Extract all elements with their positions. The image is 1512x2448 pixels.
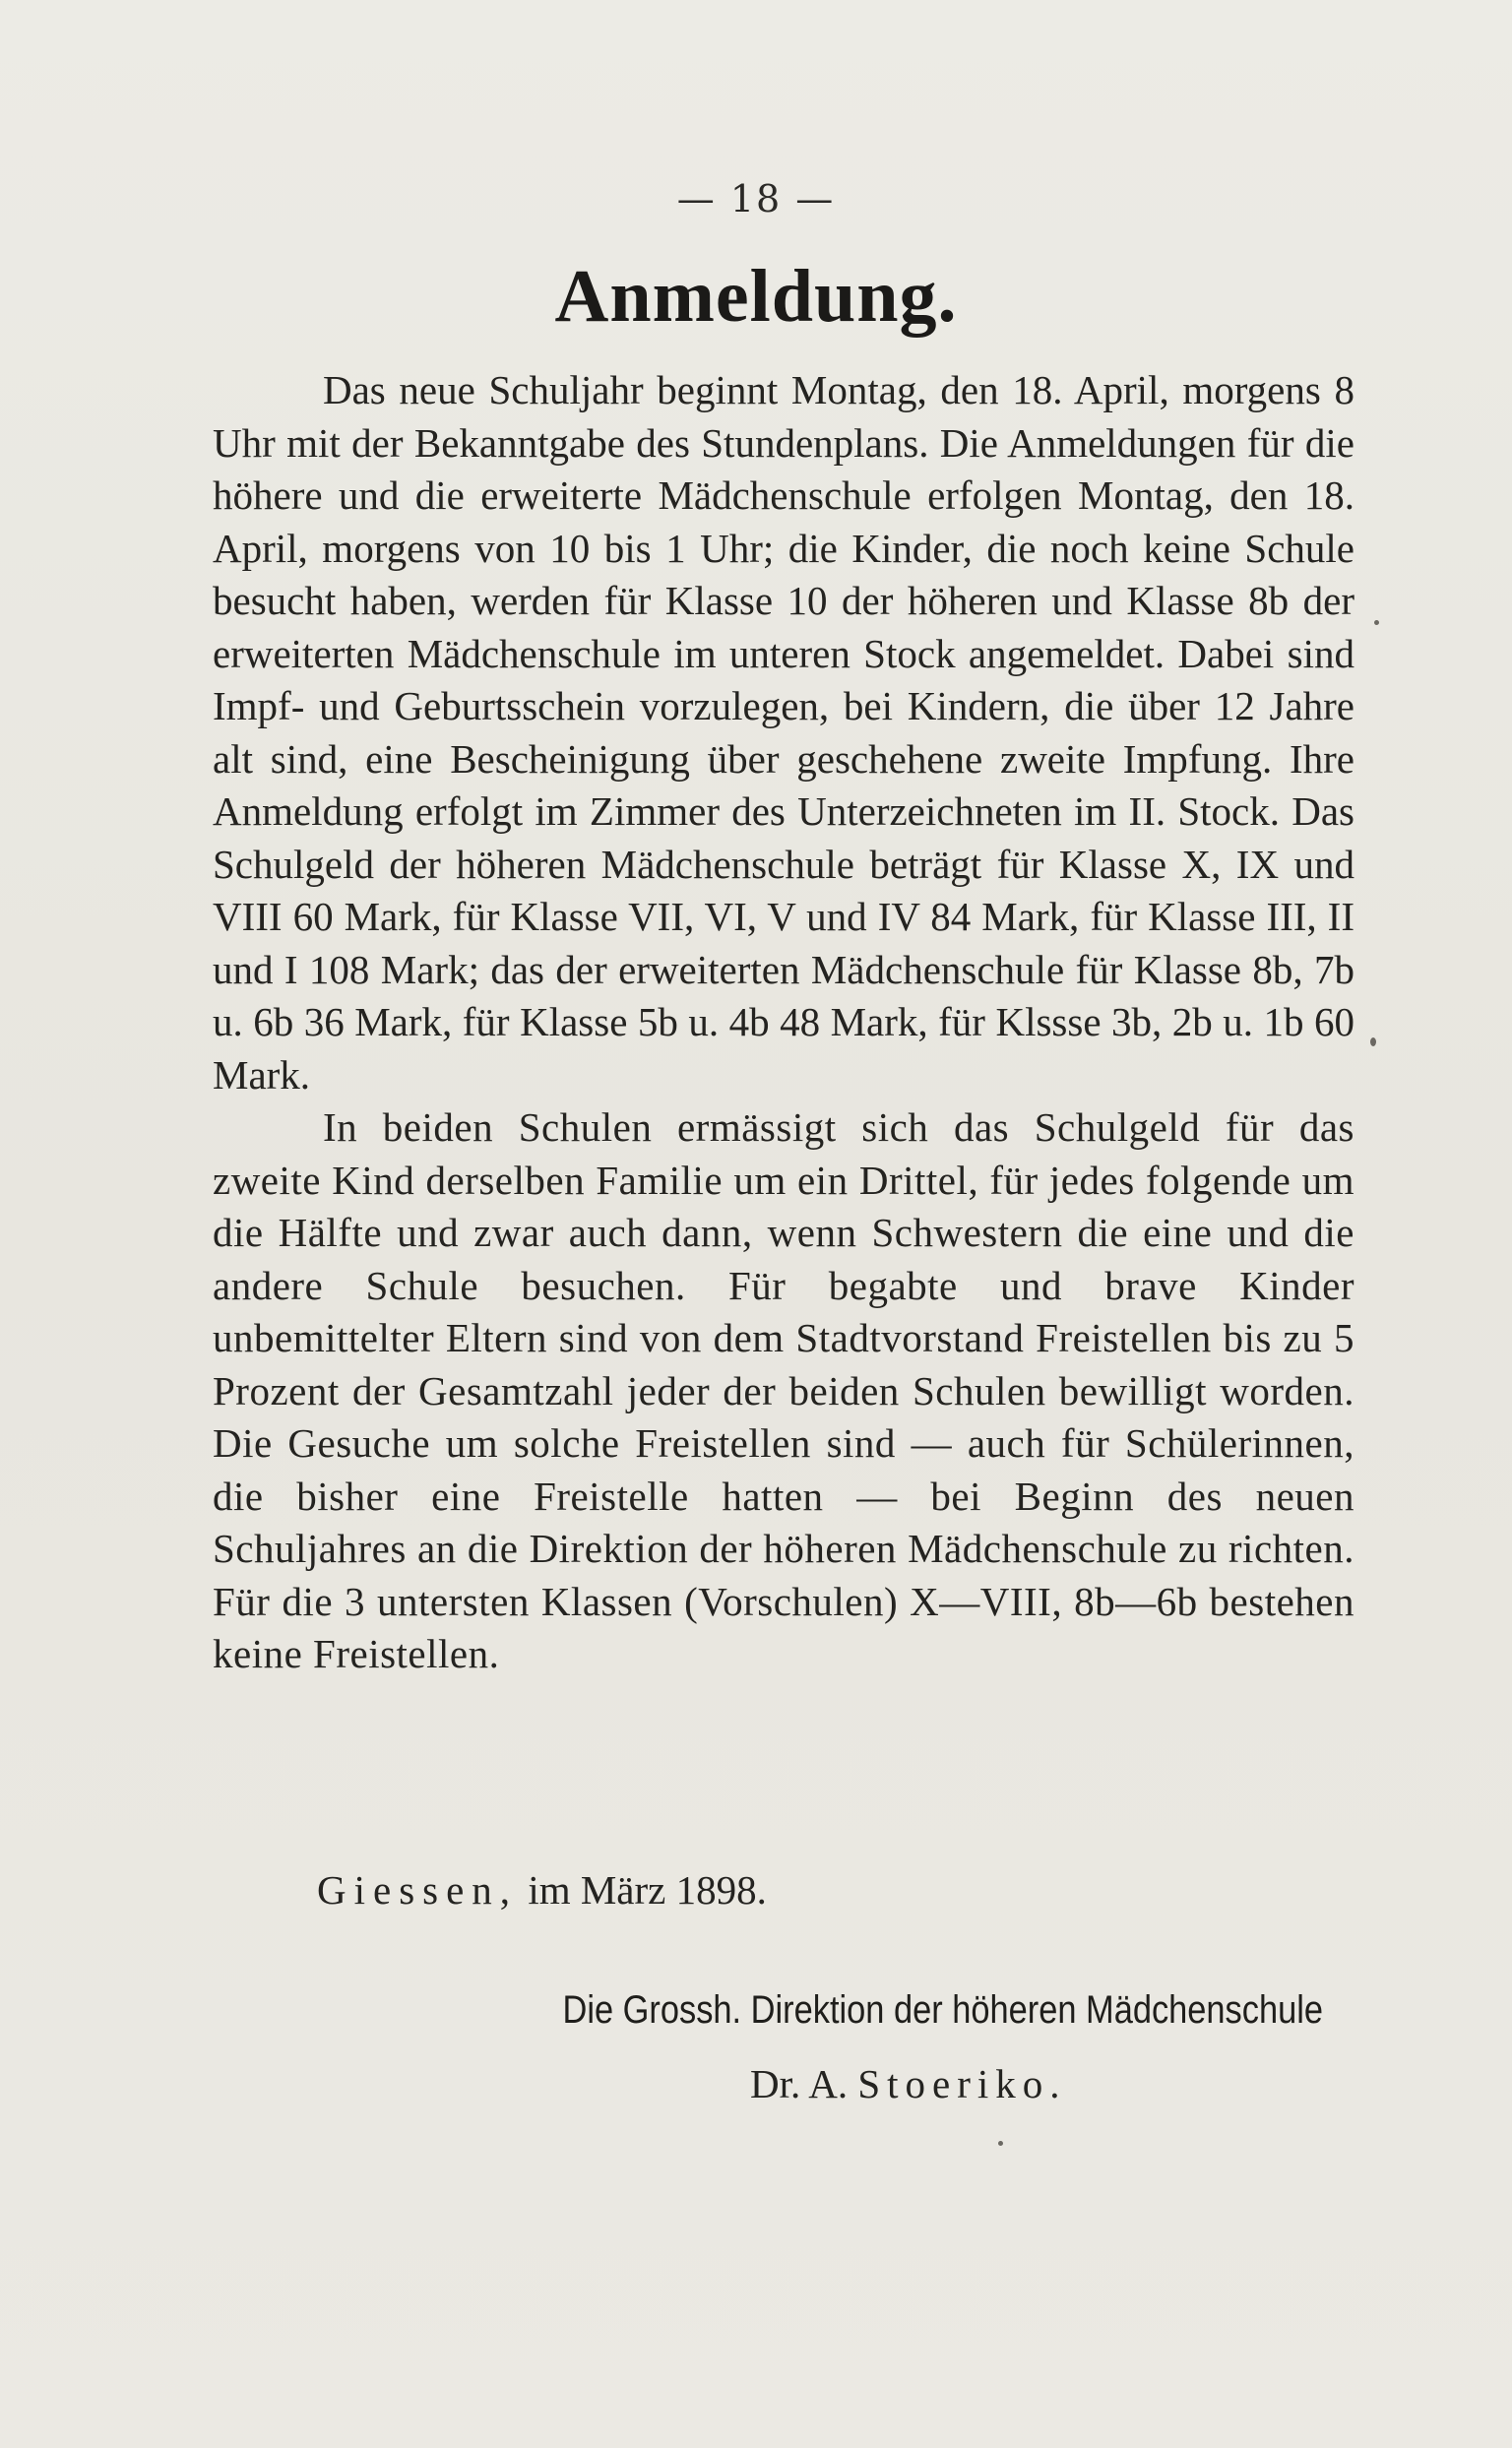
place-city: Giessen, <box>317 1867 519 1913</box>
paper-speck <box>1374 620 1379 625</box>
place-date <box>317 1866 767 1914</box>
signature-surname: Stoeriko. <box>857 2061 1067 2106</box>
date-text: im März 1898. <box>528 1867 767 1913</box>
paper-speck <box>1370 1037 1376 1046</box>
paragraph-registration: Das neue Schuljahr beginnt Montag, den 18. April, morgens 8 Uhr mit der Bekanntgabe des Stundenplans. Die Anmeldungen für die höhere und die erweiterte Mädchenschule erfolgen Montag, den 18. April, morgens von 10 bis 1 Uhr; die Kinder, die noch keine Schule besucht haben, werden für Klasse 10 der höheren und Klasse 8b der erweiterten Mädchenschule im unteren Stock angemeldet. Dabei sind Impf- und Geburtsschein vorzulegen, bei Kindern, die über 12 Jahre alt sind, eine Bescheinigung über geschehene zweite Impfung. Ihre Anmeldung erfolgt im Zimmer des Unterzeichneten im II. Stock. Das Schulgeld der höheren Mädchenschule beträgt für Klasse X, IX und VIII 60 Mark, für Klasse VII, VI, V und IV 84 Mark, für Klasse III, II und I 108 Mark; das der erweiterten Mädchenschule für Klasse 8b, 7b u. 6b 36 Mark, für Klasse 5b u. 4b 48 Mark, für Klssse 3b, 2b u. 1b 60 Mark. <box>213 367 1354 1098</box>
signature-title: Dr. A. <box>750 2061 849 2106</box>
signature-organization: Die Grossh. Direktion der höheren Mädchenschule <box>562 1988 1323 2032</box>
paragraph-fees: In beiden Schulen ermässigt sich das Schulgeld für das zweite Kind derselben Familie um ein Drittel, für jedes folgende um die Hälfte und zwar auch dann, wenn Schwestern die eine und die andere Schule besuchen. Für begabte und brave Kinder unbemittelter Eltern sind von dem Stadtvorstand Freistellen bis zu 5 Prozent der Gesamtzahl jeder der beiden Schulen bewilligt worden. Die Gesuche um solche Freistellen sind — auch für Schülerinnen, die bisher eine Freistelle hatten — bei Beginn des neuen Schuljahres an die Direktion der höheren Mädchenschule zu richten. Für die 3 untersten Klassen (Vorschulen) X—VIII, 8b—6b bestehen keine Freistellen. <box>213 1104 1354 1676</box>
page-title: Anmeldung. <box>554 255 958 338</box>
paper-speck <box>998 2141 1003 2146</box>
signature-name <box>750 2060 1067 2107</box>
body-text <box>213 364 1354 1681</box>
page-number: — 18 — <box>676 177 836 220</box>
